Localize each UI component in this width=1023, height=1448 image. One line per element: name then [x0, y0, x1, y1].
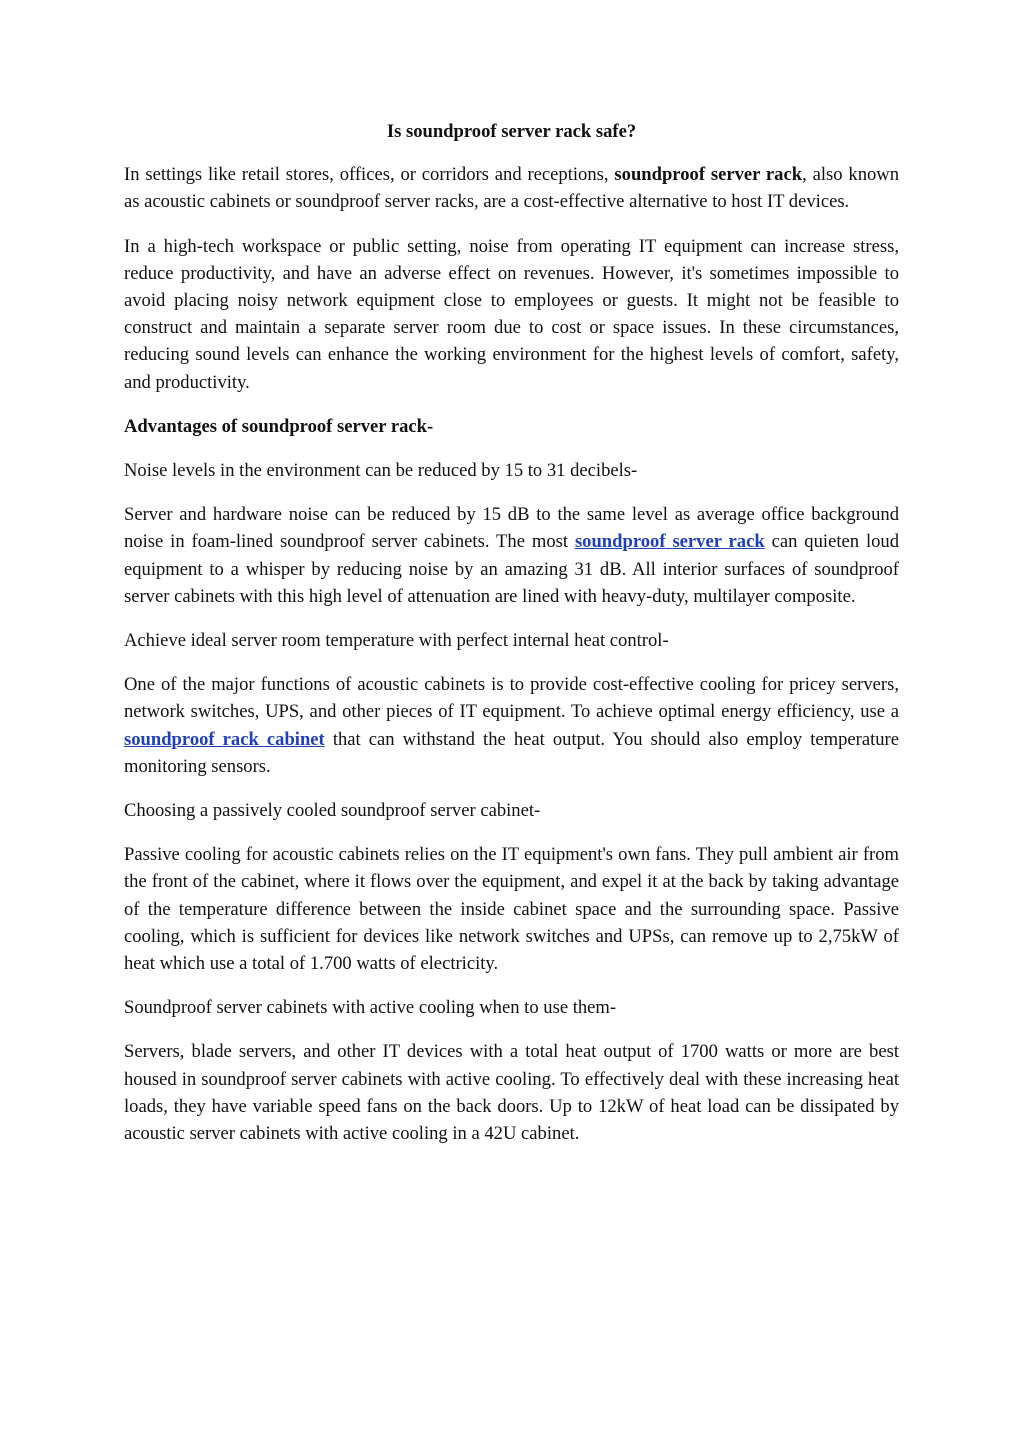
- intro-bold-term: soundproof server rack: [614, 164, 803, 186]
- document-title: Is soundproof server rack safe?: [386, 121, 637, 142]
- intro-text-after: , also known as acoustic cabinets or soundproof server racks, are a cost-effective alternative to host IT devices.: [124, 164, 900, 213]
- subheading-active-cooling: Soundproof server cabinets with active cooling when to use them-: [124, 997, 617, 1019]
- soundproof-rack-cabinet-link[interactable]: soundproof rack cabinet: [124, 728, 325, 750]
- advantages-heading: Advantages of soundproof server rack-: [124, 415, 434, 437]
- passive-cooling-paragraph: Passive cooling for acoustic cabinets relies on the IT equipment's own fans. They pull ambient air from the front of the cabinet, where it flows over the equipment, and expel it at the back by taking advantage of the temperature difference between the inside cabinet space and the surrounding space. Passive cooling, which is sufficient for devices like network switches and UPSs, can remove up to 2,75kW of heat which use a total of 1.700 watts of electricity.: [124, 844, 899, 975]
- subheading-noise-reduction: Noise levels in the environment can be reduced by 15 to 31 decibels-: [124, 460, 638, 482]
- soundproof-server-rack-link[interactable]: soundproof server rack: [574, 531, 765, 553]
- subheading-passive-cooling: Choosing a passively cooled soundproof server cabinet-: [124, 800, 541, 822]
- heat-text-after: that can withstand the heat output. You should also employ temperature monitoring sensors.: [124, 728, 899, 777]
- noise-reduction-paragraph: [124, 501, 899, 610]
- noise-text-before: Server and hardware noise can be reduced by 15 dB to the same level as average office background noise in foam-lined soundproof server cabinets. The most: [124, 504, 899, 553]
- subheading-heat-control: Achieve ideal server room temperature with perfect internal heat control-: [124, 630, 669, 652]
- intro-paragraph: [124, 161, 899, 215]
- intro-text-before: In settings like retail stores, offices, or corridors and receptions,: [124, 164, 615, 186]
- document-page: [124, 118, 899, 1164]
- active-cooling-paragraph: Servers, blade servers, and other IT devices with a total heat output of 1700 watts or more are best housed in soundproof server cabinets with active cooling. To effectively deal with these increasing heat loads, they have variable speed fans on the back doors. Up to 12kW of heat load can be dissipated by acoustic server cabinets with active cooling in a 42U cabinet.: [124, 1041, 899, 1145]
- heat-text-before: One of the major functions of acoustic cabinets is to provide cost-effective cooling for pricey servers, network switches, UPS, and other pieces of IT equipment. To achieve optimal energy efficiency, use a: [124, 674, 899, 723]
- heat-control-paragraph: [124, 671, 899, 780]
- noise-text-after: can quieten loud equipment to a whisper by reducing noise by an amazing 31 dB. All interior surfaces of soundproof server cabinets with this high level of attenuation are lined with heavy-duty, multilayer composite.: [124, 531, 899, 607]
- noise-context-paragraph: In a high-tech workspace or public setting, noise from operating IT equipment can increase stress, reduce productivity, and have an adverse effect on revenues. However, it's sometimes impossible to avoid placing noisy network equipment close to employees or guests. It might not be feasible to construct and maintain a separate server room due to cost or space issues. In these circumstances, reducing sound levels can enhance the working environment for the highest levels of comfort, safety, and productivity.: [124, 235, 899, 393]
